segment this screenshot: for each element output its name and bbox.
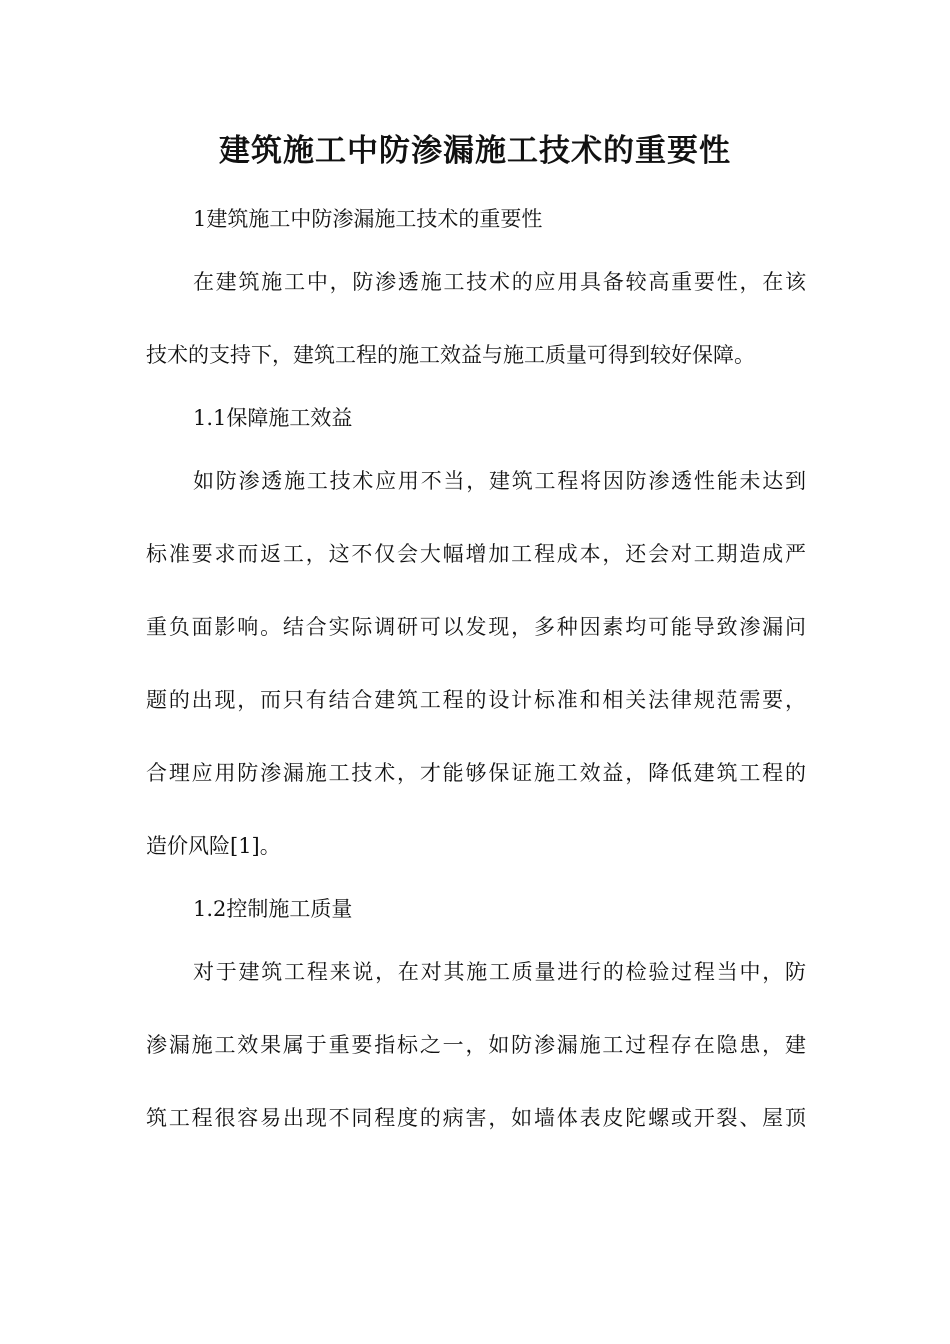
paragraph-line: 对于建筑工程来说，在对其施工质量进行的检验过程当中，防 (193, 960, 806, 984)
paragraph-line: 造价风险[1]。 (146, 834, 281, 858)
paragraph-line: 标准要求而返工，这不仅会大幅增加工程成本，还会对工期造成严 (146, 542, 806, 566)
paragraph-line: 合理应用防渗漏施工技术，才能够保证施工效益，降低建筑工程的 (146, 761, 806, 785)
document-title: 建筑施工中防渗漏施工技术的重要性 (219, 133, 731, 169)
section-heading-1-1: 1.1保障施工效益 (193, 406, 353, 430)
paragraph-line: 重负面影响。结合实际调研可以发现，多种因素均可能导致渗漏问 (146, 615, 806, 639)
paragraph-line: 在建筑施工中，防渗透施工技术的应用具备较高重要性，在该 (193, 270, 806, 294)
paragraph-line: 题的出现，而只有结合建筑工程的设计标准和相关法律规范需要， (146, 688, 806, 712)
paragraph-line: 筑工程很容易出现不同程度的病害，如墙体表皮陀螺或开裂、屋顶 (146, 1106, 806, 1130)
section-heading-1-2: 1.2控制施工质量 (193, 897, 353, 921)
paragraph-line: 如防渗透施工技术应用不当，建筑工程将因防渗透性能未达到 (193, 469, 806, 493)
paragraph-line: 渗漏施工效果属于重要指标之一，如防渗漏施工过程存在隐患，建 (146, 1033, 806, 1057)
paragraph-line: 技术的支持下，建筑工程的施工效益与施工质量可得到较好保障。 (146, 343, 755, 367)
section-heading-1: 1建筑施工中防渗漏施工技术的重要性 (193, 207, 543, 231)
